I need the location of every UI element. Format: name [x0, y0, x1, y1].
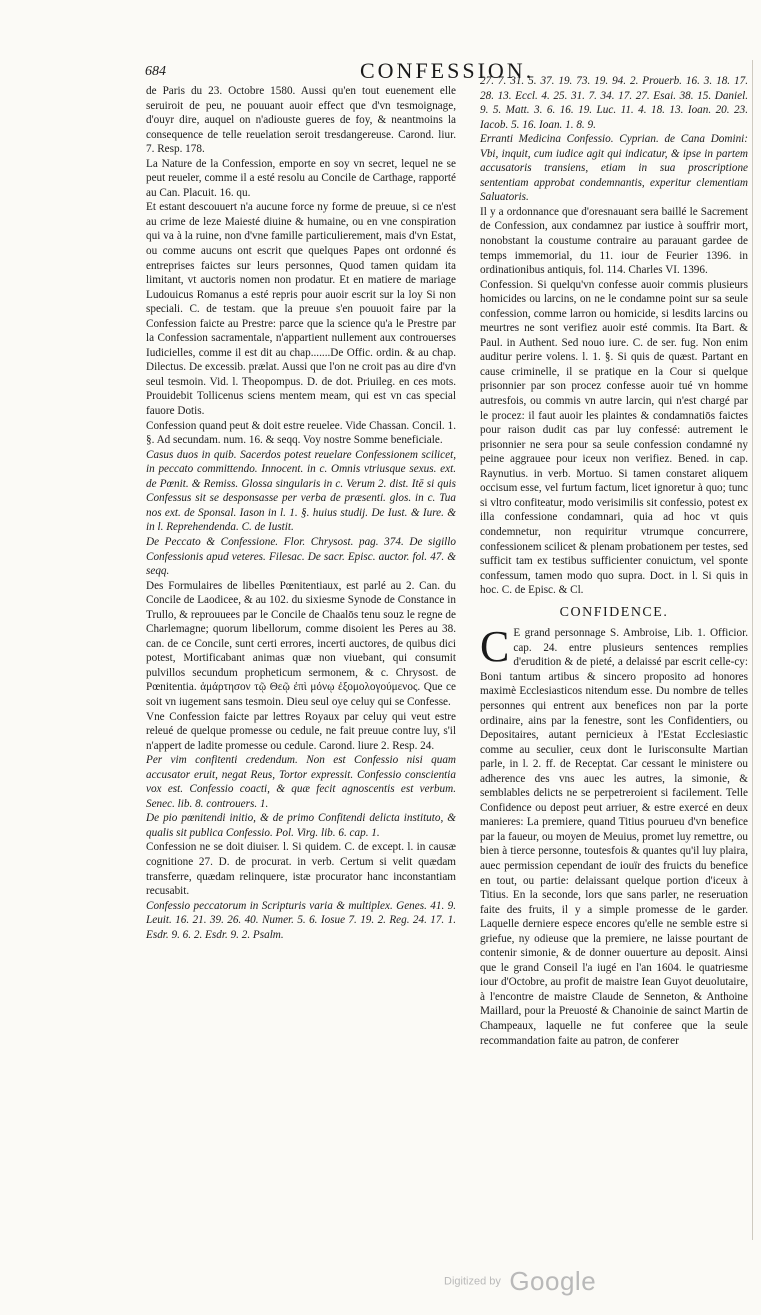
paragraph: 27. 7. 31. 5. 37. 19. 73. 19. 94. 2. Prouerb. 16. 3. 18. 17. 28. 13. Eccl. 4. 25. 31. 7. 34. 17. 27. Esai. 38. 15. Daniel. 9. 5. Matt. 3. 6. 16. 19. Luc. 11. 4. 18. 13. Ioan. 20. 23. Iacob. 5. 16. Ioan. 1. 8. 9. [480, 75, 748, 131]
paragraph: de Paris du 23. Octobre 1580. Aussi qu'en tout euenement elle seruiroit de peu, ne pouuant auoir effect que d'vn tesmoignage, d'ouyr dire, auquel on n'adiouste gueres de foy, & neantmoins la consequence de telle reuelation seroit tresdangereuse. Carond. liur. 7. Resp. 178. [146, 85, 456, 156]
digitization-watermark [444, 1266, 596, 1297]
page-edge-rule [752, 60, 753, 1240]
paragraph: Confession. Si quelqu'vn confesse auoir commis plusieurs homicides ou larcins, on ne le condamne point sur sa seule confession, comme larron ou homicide, si lesdits larcins ou meurtres ne sont verifiez auoir esté commis. Ita Bart. & Paul. in Authent. Sed nouo iure. C. de ser. fug. Non enim auditur perire volens. l. 1. §. Si quis de quæst. Partant en cause criminelle, il se pratique en la Cour si quelque prisonnier par son procez confesse auoir tué vn homme autresfois, ou commis vn autre larcin, qui n'est chargé par le procez: il faut auoir les plaintes & condamnatiōs faictes pour raison dudit cas par luy confessé: autrement le prisonnier ne sera pour sa seule confession condamné ny peine aggrauee pour iceux non verifiez. Bened. in cap. Raynutius. in verb. Mortuo. Si tamen constaret aliquem occisum esse, vel furtum factum, licet ignoretur à quo; tunc si vltro confiteatur, modo verisimilis sit confessio, potest ex illa confessione condamnari, quia ad hoc vt quis condemnetur, non requiritur vtrumque concurrere, confessionem scilicet & plenam probationem per testes, sed sufficit tam ex testibus sufficienter conuictum, vel sponte confessum, tamen modo quo supra. Doct. in l. Si quis in hoc. C. de Episc. & Cl. [480, 278, 748, 597]
paragraph: Et estant descouuert n'a aucune force ny forme de preuue, si ce n'est au crime de leze Maiesté diuine & humaine, ou en vne conspiration qui va à la ruine, non d'vne famille particulierement, mais d'vn Estat, ou comme aucuns ont escrit que quelques Papes ont ordonné és entreprises faictes sur leurs personnes, Quod tamen quidam ita limitant, vt auctoris nomen non prodatur. Et en matiere de mariage Ludouicus Romanus a esté repris pour auoir escrit sur la loy Si non speciali. C. de testam. que la preuue s'en pouuoit faire par la Confession faicte au Prestre: parce que la science qu'a le Prestre par la Confession sacramentale, n'appartient nullement aux controuerses Iudicielles, comme il est dit au chap.......De Offic. ordin. & au chap. Dilectus. De excessib. prælat. Aussi que l'on ne croit pas au dire d'vn seul tesmoin. Vid. l. Theopompus. D. de dot. Priuileg. en ces mots. Prouidebit Tollicenus sciens mentem meam, qui est vn cas special fauore Dotis. [146, 201, 456, 418]
paragraph: Des Formulaires de libelles Pœnitentiaux, est parlé au 2. Can. du Concile de Laodicee, & au 102. du sixiesme Synode de Constance in Trullo, & reprouuees par le Concile de Chaalōs tenu souz le regne de Charlemagne; quorum libellorum, comme disoient les Peres au 38. can. de ce Concile, sunt certi errores, incerti auctores, de quibus dici potest, Mortificabant animas quæ non viuebant, qui consumit pulvillos secundum propheticum sermonem, & c. Chrysost. de Pœnitentia. ἁμάρτησον τῷ Θεῷ ἐπὶ μόνῳ ἐξομολογούμενος. Que ce soit vn iugement sans tesmoin. Dieu seul oye celuy qui se Confesse. [146, 579, 456, 708]
page-number: 684 [145, 64, 166, 79]
section-title: CONFIDENCE. [559, 604, 669, 620]
paragraph: La Nature de la Confession, emporte en soy vn secret, lequel ne se peut reueler, comme il a esté resolu au Concile de Carthage, rapporté au Can. Placuit. 16. qu. [146, 157, 456, 199]
section-paragraph [480, 622, 748, 1048]
paragraph: Il y a ordonnance que d'oresnauant sera baillé le Sacrement de Confession, aux condamnez par iustice à souffrir mort, nonobstant la coustume contraire au parauant gardee de temps immemorial, du 11. iour de Feurier 1396. in ordinationibus antiquis, fol. 114. Charles VI. 1396. [480, 205, 748, 277]
paragraph: De pio pœnitendi initio, & de primo Confitendi delicta instituto, & qualis sit publica Confessio. Pol. Virg. lib. 6. cap. 1. [146, 812, 456, 839]
digitized-by-label: Digitized by [444, 1275, 501, 1288]
paragraph: Erranti Medicina Confessio. Cyprian. de Cana Domini: Vbi, inquit, cum iudice agit qui indicatur, & ipse in partem accusatoris transiens, etiam in sua proscriptione sententiam approbat condemnantis, experitur clementiam Saluatoris. [480, 133, 748, 204]
section-paragraph-text: E grand personnage S. Ambroise, Lib. 1. Officior. cap. 24. entre plusieurs sentences remplies d'erudition & de pieté, a delaissé par escrit celle-cy: Boni tantum artibus & sincero proposito ad honores maximè Ecclesiasticos nitendum esse. Du nombre de telles personnes qui entrent aux benefices non par la porte ordinaire, ains par la fenestre, sont les Confidentiers, ou Depositaires, autant pernicieux à l'Estat Ecclesiastic comme au seculier, ceux dont le Iurisconsulte Martian parle, in l. 2. ff. de Receptat. Car cessant le ministere ou adherence des vns auec les autres, la simonie, & semblables delicts ne se perpetreroient si facilement. Telle Confidence ou depost peut arriuer, & estre exercé en deux manieres: La premiere, quand Titius pourueu d'vn benefice par la faueur, ou moyen de Meuius, promet luy remettre, ou bien à tierce personne, toutesfois & quantes qu'il luy plaira, auec permission cependant de iouïr des fruicts du benefice en tout, ou partie: delaissant quelque portion d'iceux à Titius. En la seconde, lors que sans parler, ne reseruation faite des fruits, il y a simple promesse de le garder. Laquelle derniere espece encores qu'elle ne semble estre si griefue, ny odieuse que la premiere, ne laisse pourtant de contenir simonie, & de donner ouuerture au deposit. Ainsi que le grand Conseil l'a iugé en l'an 1604. le quatriesme iour d'Octobre, au profit de maistre Iean Guyot deuolutaire, à l'encontre de maistre Claude de Senneton, & Anthoine Maillard, pour la Preuosté & Chanoinie de sainct Martin de Champeaux, laquelle ne fut conferee que la seule recommandation faite au patron, de conferer [480, 627, 748, 1047]
paragraph: Per vim confitenti credendum. Non est Confessio nisi quam accusator eruit, negat Reus, Tortor expressit. Confessio conscientia vox est. Confessio coacti, & quæ fecit agnoscentis est verbum. Senec. lib. 8. controuers. 1. [146, 754, 456, 810]
paragraph: Confession quand peut & doit estre reuelee. Vide Chassan. Concil. 1. §. Ad secundam. num. 16. & seqq. Voy nostre Somme beneficiale. [146, 419, 456, 447]
right-column [480, 74, 748, 1048]
paragraph: Vne Confession faicte par lettres Royaux par celuy qui veut estre releué de quelque promesse ou cedule, ne fait preuue contre luy, s'il n'appert de ladite promesse ou cedule. Carond. liure 2. Resp. 24. [146, 710, 456, 752]
left-column [146, 84, 456, 942]
google-logo: Google [509, 1266, 597, 1296]
paragraph: Confession ne se doit diuiser. l. Si quidem. C. de except. l. in causæ cognitione 27. D. de procurat. in verb. Certum si velit quædam transferre, quædam relinquere, istæ procurator hanc inconstantiam recusabit. [146, 841, 456, 898]
paragraph: Confessio peccatorum in Scripturis varia & multiplex. Genes. 41. 9. Leuit. 16. 21. 39. 26. 40. Numer. 5. 6. Iosue 7. 19. 2. Reg. 24. 17. 1. Esdr. 9. 6. 2. Esdr. 9. 2. Psalm. [146, 899, 456, 941]
paragraph: Casus duos in quib. Sacerdos potest reuelare Confessionem scilicet, in peccato committendo. Innocent. in c. Omnis vtriusque sexus. ext. de Pœnit. & Remiss. Glossa singularis in c. Verum 2. dist. Itē si quis Confessus sit se desponsasse per verba de præsenti. glos. in c. Tua nos ext. de Sponsal. Iason in l. 1. §. huius studij. De Iust. & Iure. & in l. Reprehendenda. C. de Iustit. [146, 448, 456, 534]
running-title: CONFESSION. [360, 58, 535, 83]
drop-cap: C [480, 622, 510, 672]
paragraph: De Peccato & Confessione. Flor. Chrysost. pag. 374. De sigillo Confessionis apud veteres. Filesac. De sacr. Episc. auctor. fol. 47. & seqq. [146, 535, 456, 578]
